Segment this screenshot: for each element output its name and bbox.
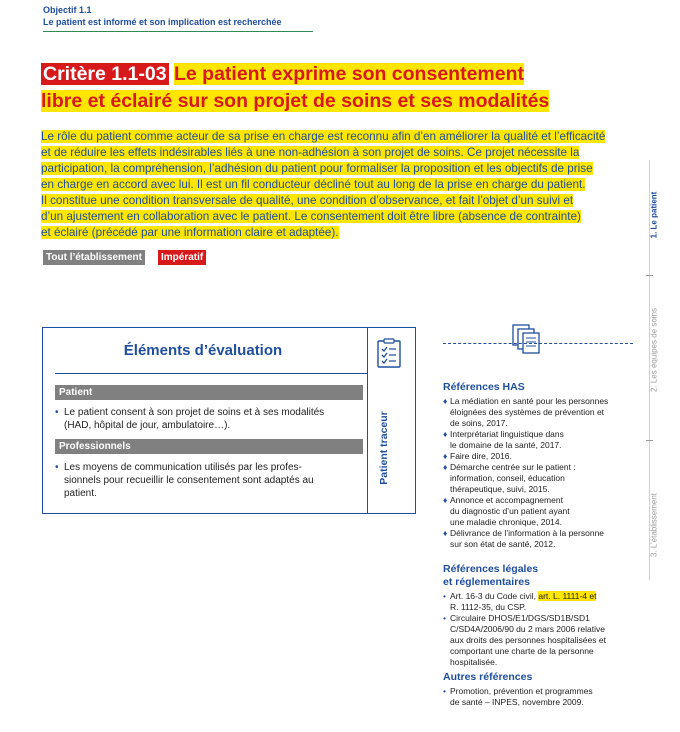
criterion-title-line1: Le patient exprime son consentement <box>174 63 525 85</box>
intro-line: participation, la compréhension, l’adhésion du patient pour formaliser la proposition et les objectifs de prise <box>41 162 593 175</box>
rail-tick <box>646 440 653 441</box>
intro-line: et éclairé (précédé par une information claire et adaptée). <box>41 226 339 239</box>
legal-highlight: art. L. 1111-4 et <box>538 591 597 601</box>
has-reference-item: ♦ La médiation en santé pour les personnes éloignées des systèmes de prévention et de soins, 2017. <box>443 396 609 428</box>
documents-icon <box>511 323 543 357</box>
has-reference-item: ♦ Délivrance de l’information à la personne sur son état de santé, 2012. <box>443 528 605 549</box>
has-reference-list <box>443 396 633 550</box>
criterion-heading <box>41 61 621 115</box>
intro-line: en charge en accord avec lui. Il est un fil conducteur décliné tout au long de la prise en charge du patient. <box>41 178 586 191</box>
objective-header <box>43 5 333 32</box>
has-reference-item: ♦ Faire dire, 2016. <box>443 451 512 461</box>
rail-tick <box>646 275 653 276</box>
has-references-title: Références HAS <box>443 381 525 393</box>
has-reference-item: ♦ Interprétariat linguistique dans le domaine de la santé, 2017. <box>443 429 564 450</box>
references-dashed-rule <box>443 343 633 345</box>
criterion-title-line2: libre et éclairé sur son projet de soins et ses modalités <box>41 90 550 112</box>
intro-paragraph <box>41 129 629 241</box>
evaluation-divider <box>367 328 368 513</box>
intro-line: d’un ajustement en collaboration avec le patient. Le consentement doit être libre (absence de contrainte) <box>41 210 581 223</box>
objective-rule <box>43 31 313 32</box>
other-references-title: Autres références <box>443 671 533 683</box>
pro-item: • Les moyens de communication utilisés par les profes- sionnels pour recueillir le consentement sont adaptés au patient. <box>55 462 314 499</box>
evaluation-box <box>42 327 416 514</box>
intro-line: Il constitue une condition transversale de qualité, une condition d’observance, et fait l’objet d’un suivi et <box>41 194 574 207</box>
checklist-icon <box>376 338 402 368</box>
other-reference-item: • Promotion, prévention et programmes de santé – INPES, novembre 2009. <box>443 686 593 707</box>
evaluation-title-rule <box>55 373 367 374</box>
evaluation-title: Éléments d’évaluation <box>123 342 283 359</box>
rail-item-patient[interactable]: 1. Le patient <box>649 191 659 239</box>
has-reference-item: ♦ Annonce et accompagnement du diagnostic d’un patient ayant une maladie chronique, 2014. <box>443 495 570 527</box>
pro-section-header: Professionnels <box>55 439 363 454</box>
intro-line: et de réduire les effets indésirables liés à une non-adhésion à son projet de soins. Ce projet nécessite la <box>41 146 580 159</box>
method-label: Patient traceur <box>378 411 390 485</box>
patient-item: • Le patient consent à son projet de soins et à ses modalités (HAD, hôpital de jour, ambulatoire…). <box>55 407 325 431</box>
scope-tag: Tout l’établissement <box>43 250 145 265</box>
rail-item-teams[interactable]: 2. Les équipes de soins <box>649 307 659 393</box>
has-reference-item: ♦ Démarche centrée sur le patient : information, conseil, éducation thérapeutique, suivi, 2015. <box>443 462 576 494</box>
legal-reference-item: • Art. 16-3 du Code civil, art. L. 1111-4 et R. 1112-35, du CSP. <box>443 591 597 612</box>
references-column <box>443 381 633 708</box>
rail-item-establishment[interactable]: 3. L’établissement <box>649 492 659 558</box>
intro-line: Le rôle du patient comme acteur de sa prise en charge est reconnu afin d’en améliorer la qualité et l’efficacité <box>41 130 606 143</box>
objective-label: Objectif 1.1 <box>43 5 92 15</box>
objective-title: Le patient est informé et son implication est recherchée <box>43 17 282 27</box>
criterion-code: Critère 1.1-03 <box>43 63 167 85</box>
patient-section-header: Patient <box>55 385 363 400</box>
level-badge: Impératif <box>158 250 206 265</box>
legal-reference-item: • Circulaire DHOS/E1/DGS/SD1B/SD1 C/SD4A/2006/90 du 2 mars 2006 relative aux droits des personnes hospitalisées et comportant une charte de la personne hospitalisée. <box>443 613 606 667</box>
legal-references-title: Références légales et réglementaires <box>443 563 539 588</box>
